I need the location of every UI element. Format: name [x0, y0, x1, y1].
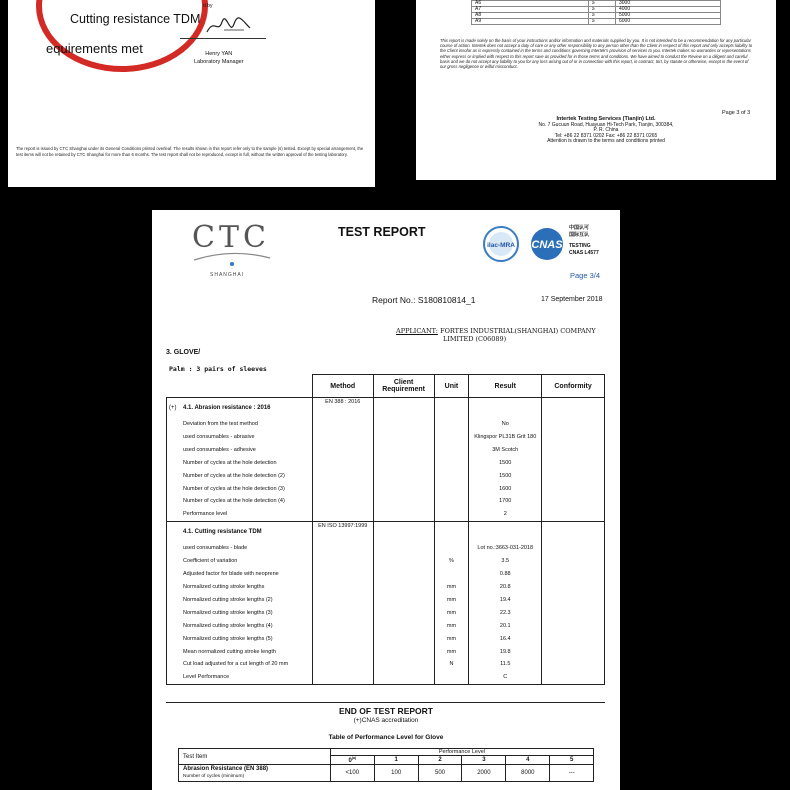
method-cell — [312, 483, 373, 496]
perf-level-note: (a) — [351, 756, 357, 760]
unit-cell: mm — [434, 620, 469, 633]
table-row — [167, 483, 605, 496]
unit-cell: N — [434, 658, 469, 671]
client-requirement-cell — [373, 542, 434, 555]
perf-level-header — [374, 756, 418, 765]
company-terms: Attention is drawn to the terms and conditions printed — [547, 138, 665, 144]
client-requirement-cell — [373, 431, 434, 444]
test-item-cell — [167, 457, 313, 470]
unit-cell — [434, 542, 469, 555]
conformity-cell — [542, 594, 605, 607]
table-row — [167, 658, 605, 671]
end-separator — [166, 702, 605, 703]
test-item-label: Number of cycles at the hole detection (2) — [183, 472, 285, 479]
perf-value: 8000 — [506, 765, 550, 782]
test-item-cell — [167, 431, 313, 444]
performance-level-table — [178, 748, 594, 782]
result-cell — [469, 398, 542, 419]
test-item-label: 4.1. Abrasion resistance : 2016 — [183, 404, 271, 411]
conformity-cell — [542, 431, 605, 444]
test-item-cell — [167, 555, 313, 568]
test-item-cell — [167, 607, 313, 620]
level-cell-op: ≥ — [589, 1, 616, 7]
table-row — [167, 470, 605, 483]
result-cell: 0.88 — [469, 568, 542, 581]
test-item-label: Number of cycles at the hole detection (4) — [183, 498, 285, 505]
header-conformity: Conformity — [542, 375, 605, 398]
perf-level-label: 1 — [394, 757, 398, 763]
company-phone: Tel: +86 22 8371 0202 Fax: +86 22 8371 0265 — [554, 132, 658, 139]
level-cell-level: A9 — [472, 19, 589, 25]
client-requirement-cell — [373, 646, 434, 659]
test-item-label: Number of cycles at the hole detection (3) — [183, 485, 285, 492]
edge-text: d by — [203, 3, 213, 9]
level-cell-level: A7 — [472, 7, 589, 13]
table-row — [167, 607, 605, 620]
perf-value: --- — [550, 765, 594, 782]
cnas-testing-label: TESTING — [569, 243, 591, 249]
result-cell: 16.4 — [469, 633, 542, 646]
client-requirement-cell — [373, 633, 434, 646]
disclaimer-note: This report is made solely on the basis of your instructions and/or information and materials supplied by you. It is not intended to be a recommendation for any particular course of action. Intertek does not accept a duty of care or any other responsibility to any person other than the Client in respect of this report and only accepts liability to the Client insofar as is expressly contained in the terms and conditions governing Intertek's provision of services to you. Intertek makes no warranties or representations either express or implied with respect to this report save as provided for in those terms and conditions. We have aimed to conduct the Review on a diligent and careful basis and we do not accept any liability to you for any loss arising out of or in connection with this report, in contract, tort, by statute or otherwise, except in the event of our gross negligence or wilful misconduct. — [440, 38, 753, 70]
red-circle-highlight — [36, 0, 208, 72]
table-row — [167, 671, 605, 684]
table-row — [167, 646, 605, 659]
result-cell: 19.4 — [469, 594, 542, 607]
accreditation-mark: (+) — [169, 404, 177, 411]
unit-cell: mm — [434, 633, 469, 646]
result-cell: 3.5 — [469, 555, 542, 568]
perf-value: 2000 — [462, 765, 506, 782]
result-cell: No — [469, 418, 542, 431]
conformity-cell — [542, 470, 605, 483]
conformity-cell — [542, 483, 605, 496]
page-number: Page 3/4 — [570, 271, 601, 280]
signer-name: Henry YAN — [205, 51, 233, 57]
ctc-logo-city: SHANGHAI — [210, 272, 245, 278]
client-requirement-cell — [373, 398, 434, 419]
result-cell: 20.1 — [469, 620, 542, 633]
accreditation-marks — [482, 225, 612, 265]
unit-cell — [434, 398, 469, 419]
test-item-label: used consumables - adhesive — [183, 446, 256, 453]
method-cell — [312, 633, 373, 646]
unit-cell — [434, 483, 469, 496]
section-title: 3. GLOVE/ — [166, 349, 201, 356]
level-row — [472, 19, 721, 25]
level-cell-value: 5000 — [616, 13, 721, 19]
conformity-cell — [542, 444, 605, 457]
test-item-label: Level Performance — [183, 674, 230, 681]
test-item-label: Deviation from the test method — [183, 421, 258, 427]
conformity-cell — [542, 646, 605, 659]
test-item-label: Mean normalized cutting stroke length — [183, 648, 276, 655]
ctc-logo-text: CTC — [192, 220, 270, 255]
unit-cell: mm — [434, 646, 469, 659]
unit-cell — [434, 495, 469, 508]
test-item-label: used consumables - abrasive — [183, 433, 255, 440]
test-item-cell — [167, 671, 313, 684]
client-requirement-cell — [373, 607, 434, 620]
unit-cell — [434, 508, 469, 521]
table-row — [167, 568, 605, 581]
signer-block — [194, 50, 244, 66]
test-item-cell — [167, 398, 313, 419]
table-row — [167, 508, 605, 521]
perf-level-label: 0 — [348, 758, 352, 764]
test-item-cell — [167, 542, 313, 555]
test-item-label: Number of cycles at the hole detection — [183, 459, 277, 466]
header-client-requirement: Client Requirement — [373, 375, 434, 398]
method-cell — [312, 457, 373, 470]
unit-cell — [434, 470, 469, 483]
page-number: Page 3 of 3 — [722, 110, 751, 116]
perf-value: 100 — [374, 765, 418, 782]
company-address: No. 7 Gucuun Road, Huayuan Hi-Tech Park, Tianjin, 300384, P. R. China — [538, 121, 674, 133]
perf-value: 500 — [418, 765, 462, 782]
logo-swoosh-icon — [192, 250, 272, 268]
level-table — [471, 0, 721, 25]
unit-cell: % — [434, 555, 469, 568]
test-item-cell — [167, 568, 313, 581]
client-requirement-cell — [373, 508, 434, 521]
method-cell — [312, 607, 373, 620]
test-item-cell — [167, 508, 313, 521]
conformity-cell — [542, 620, 605, 633]
unit-cell — [434, 568, 469, 581]
conformity-cell — [542, 495, 605, 508]
test-item-label: Normalized cutting stroke lengths (4) — [183, 622, 273, 629]
conformity-cell — [542, 398, 605, 419]
test-item-cell — [167, 633, 313, 646]
requirements-text: equirements met — [46, 41, 143, 56]
test-item-cell — [167, 483, 313, 496]
table-row — [167, 620, 605, 633]
test-item-label: Normalized cutting stroke lengths (2) — [183, 596, 273, 603]
conformity-cell — [542, 542, 605, 555]
perf-row-item — [179, 765, 331, 782]
conformity-cell — [542, 522, 605, 543]
report-title: TEST REPORT — [338, 225, 426, 239]
method-cell — [312, 508, 373, 521]
conformity-cell — [542, 633, 605, 646]
conformity-cell — [542, 418, 605, 431]
result-cell: 1500 — [469, 470, 542, 483]
highlight-text: Cutting resistance TDM — [70, 12, 201, 26]
conformity-cell — [542, 671, 605, 684]
result-cell: C — [469, 671, 542, 684]
test-item-label: used consumables - blade — [183, 545, 248, 552]
client-requirement-cell — [373, 418, 434, 431]
table-row — [167, 633, 605, 646]
test-item-cell — [167, 444, 313, 457]
perf-level-header — [418, 756, 462, 765]
level-cell-op: ≥ — [589, 13, 616, 19]
table-header-row — [167, 375, 605, 398]
cnas-code: CNAS L4577 — [569, 250, 599, 256]
method-cell — [312, 495, 373, 508]
conformity-cell — [542, 658, 605, 671]
header-unit: Unit — [434, 375, 469, 398]
client-requirement-cell — [373, 444, 434, 457]
method-cell — [312, 431, 373, 444]
client-requirement-cell — [373, 658, 434, 671]
result-cell: 1500 — [469, 457, 542, 470]
applicant-label: APPLICANT: — [396, 327, 438, 335]
level-cell-value: 6000 — [616, 19, 721, 25]
previous-report-page — [8, 0, 375, 187]
result-cell — [469, 522, 542, 543]
method-cell — [312, 658, 373, 671]
result-cell: Klingspor PL31B Grit 180 — [469, 431, 542, 444]
conformity-cell — [542, 568, 605, 581]
unit-cell: mm — [434, 594, 469, 607]
client-requirement-cell — [373, 457, 434, 470]
client-requirement-cell — [373, 568, 434, 581]
perf-header-item: Test Item — [179, 749, 331, 765]
applicant-line1: FORTES INDUSTRIAL(SHANGHAI) COMPANY — [440, 327, 596, 335]
unit-cell: mm — [434, 581, 469, 594]
report-date: 17 September 2018 — [541, 296, 603, 303]
table-row — [167, 594, 605, 607]
applicant-line2: LIMITED (C06089) — [443, 335, 507, 343]
method-cell — [312, 568, 373, 581]
method-cell — [312, 581, 373, 594]
perf-level-header — [550, 756, 594, 765]
test-item-label: 4.1. Cutting resistance TDM — [183, 528, 262, 535]
method-cell — [312, 444, 373, 457]
performance-table-title: Table of Performance Level for Glove — [328, 734, 444, 741]
method-cell: EN ISO 13997:1999 — [312, 522, 373, 543]
company-block — [536, 117, 676, 145]
test-item-label: Normalized cutting stroke lengths (5) — [183, 635, 273, 642]
test-item-cell — [167, 470, 313, 483]
table-row — [167, 457, 605, 470]
conformity-cell — [542, 555, 605, 568]
test-item-label: Adjusted factor for blade with neoprene — [183, 571, 279, 578]
unit-cell — [434, 444, 469, 457]
conformity-cell — [542, 457, 605, 470]
report-footer-note: The report is issued by CTC Shanghai under its General Conditions printed overleaf. The results shown in this report refer only to the sample (s) tested. Except by special arrangement, the test items will not be retained by CTC Shanghai for more than 6 months. The test report shall not be reproduced, except in full, without the written approval of the testing laboratory. — [16, 146, 364, 157]
client-requirement-cell — [373, 522, 434, 543]
result-cell: Lot no.:3663-031-2018 — [469, 542, 542, 555]
intertek-report-page — [416, 0, 776, 180]
header-blank — [167, 375, 313, 398]
method-cell — [312, 646, 373, 659]
test-item-cell — [167, 418, 313, 431]
header-result: Result — [469, 375, 542, 398]
client-requirement-cell — [373, 620, 434, 633]
table-row — [167, 398, 605, 419]
test-item-label: Coefficient of variation — [183, 558, 238, 565]
table-row — [167, 495, 605, 508]
test-item-cell — [167, 495, 313, 508]
cnas-cn-line2: 国际互认 — [569, 232, 590, 238]
table-row — [167, 431, 605, 444]
perf-level-label: 5 — [569, 757, 574, 763]
client-requirement-cell — [373, 483, 434, 496]
result-cell: 20.8 — [469, 581, 542, 594]
table-row — [167, 542, 605, 555]
level-cell-level: A6 — [472, 1, 589, 7]
test-item-cell — [167, 658, 313, 671]
method-cell: EN 388 : 2016 — [312, 398, 373, 419]
table-row — [167, 418, 605, 431]
accreditation-note: (+)CNAS accreditation — [353, 717, 419, 724]
client-requirement-cell — [373, 555, 434, 568]
header-method: Method — [312, 375, 373, 398]
level-cell-level: A8 — [472, 13, 589, 19]
unit-cell — [434, 457, 469, 470]
unit-cell: mm — [434, 607, 469, 620]
cnas-mark-text: CNAS — [531, 239, 563, 251]
test-item-label: Normalized cutting stroke lengths — [183, 583, 265, 590]
result-cell: 1600 — [469, 483, 542, 496]
method-cell — [312, 542, 373, 555]
table-row — [167, 522, 605, 543]
perf-level-header — [462, 756, 506, 765]
ctc-test-report-page — [152, 210, 620, 790]
signature-icon — [204, 14, 254, 38]
method-cell — [312, 470, 373, 483]
client-requirement-cell — [373, 495, 434, 508]
result-cell: 22.3 — [469, 607, 542, 620]
method-cell — [312, 418, 373, 431]
test-item-label: Performance level — [183, 511, 228, 518]
unit-cell — [434, 671, 469, 684]
level-cell-value: 3000 — [616, 1, 721, 7]
unit-cell — [434, 418, 469, 431]
perf-row-title: Abrasion Resistance (EN 388) — [183, 766, 269, 772]
perf-level-header — [330, 756, 374, 765]
test-item-label: Cut load adjusted for a cut length of 20 mm — [183, 661, 289, 668]
cnas-cn-line1: 中国认可 — [569, 225, 590, 231]
ilac-mark-text: ilac-MRA — [487, 242, 515, 249]
company-name: Intertek Testing Services (Tianjin) Ltd. — [556, 116, 656, 122]
method-cell — [312, 555, 373, 568]
table-row — [167, 444, 605, 457]
test-item-cell — [167, 646, 313, 659]
perf-header-group: Performance Level — [330, 749, 593, 756]
conformity-cell — [542, 581, 605, 594]
result-cell: 2 — [469, 508, 542, 521]
perf-level-label: 3 — [482, 757, 486, 763]
report-number: Report No.: S180810814_1 — [372, 295, 476, 305]
client-requirement-cell — [373, 594, 434, 607]
signature-line — [180, 38, 266, 39]
perf-row-subtitle: Number of cycles (minimum) — [183, 774, 245, 779]
result-cell: 3M Scotch — [469, 444, 542, 457]
perf-level-header — [506, 756, 550, 765]
result-cell: 19.8 — [469, 646, 542, 659]
test-item-cell — [167, 594, 313, 607]
conformity-cell — [542, 607, 605, 620]
method-cell — [312, 671, 373, 684]
ilac-mra-icon — [482, 225, 520, 263]
perf-level-label: 2 — [438, 757, 442, 763]
table-row — [167, 555, 605, 568]
level-cell-value: 4000 — [616, 7, 721, 13]
client-requirement-cell — [373, 671, 434, 684]
result-cell: 11.5 — [469, 658, 542, 671]
method-cell — [312, 620, 373, 633]
level-cell-op: ≥ — [589, 19, 616, 25]
test-item-cell — [167, 522, 313, 543]
test-item-label: Normalized cutting stroke lengths (3) — [183, 609, 273, 616]
test-item-cell — [167, 581, 313, 594]
signer-title: Laboratory Manager — [194, 59, 244, 65]
ctc-logo — [192, 220, 272, 280]
perf-level-label: 4 — [526, 757, 530, 763]
unit-cell — [434, 431, 469, 444]
client-requirement-cell — [373, 470, 434, 483]
test-item-cell — [167, 620, 313, 633]
conformity-cell — [542, 508, 605, 521]
client-requirement-cell — [373, 581, 434, 594]
table-row — [167, 581, 605, 594]
end-of-report: END OF TEST REPORT — [339, 706, 433, 716]
results-table — [166, 374, 605, 685]
method-cell — [312, 594, 373, 607]
perf-value: <100 — [330, 765, 374, 782]
unit-cell — [434, 522, 469, 543]
subsection-title: Palm : 3 pairs of sleeves — [169, 365, 267, 373]
level-cell-op: ≥ — [589, 7, 616, 13]
result-cell: 1700 — [469, 495, 542, 508]
cnas-icon — [526, 227, 568, 261]
applicant-block — [396, 327, 596, 343]
